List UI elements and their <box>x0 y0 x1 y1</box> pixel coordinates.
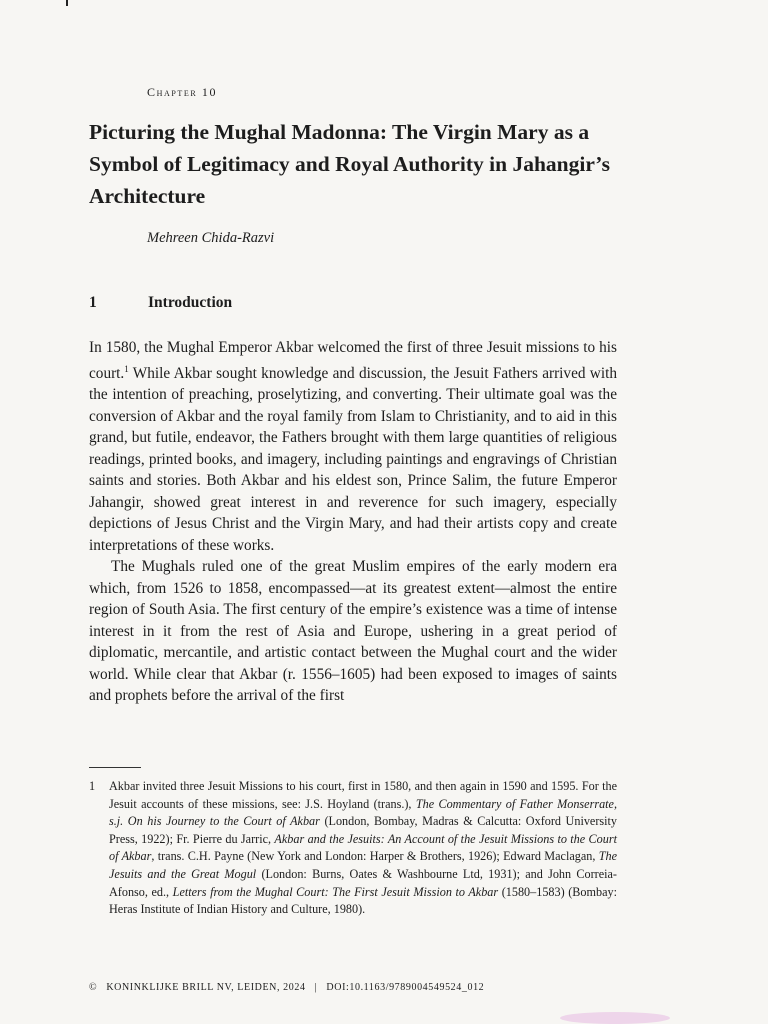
footnote-number: 1 <box>89 779 96 793</box>
footnote-segment: (London, Bombay, Madras & Calcutta: Oxford University Press, 1922); Fr. Pierre du Jarric, <box>109 814 618 846</box>
section-title: Introduction <box>148 294 233 311</box>
footnote-segment: (1580–1583) (Bombay: Heras Institute of Indian History and Culture, 1980). <box>109 884 617 917</box>
paragraph-text: While Akbar sought knowledge and discussion, the Jesuit Fathers arrived with the intention of preaching, proselytizing, and converting. Their ultimate goal was the conversion of Akbar and the royal family from Islam to Christianity, and to aid in this grand, but futile, endeavor, the Fathers brought with them large quantities of religious readings, printed books, and imagery, including paintings and engravings of Christian saints and stories. Both Akbar and his eldest son, Prince Salim, the future Emperor Jahangir, showed great interest in and reverence for such imagery, especially depictions of Jesus Christ and the Virgin Mary, and had their artists copy and create interpretations of these works. <box>89 364 617 554</box>
section-number: 1 <box>89 294 97 311</box>
chapter-label: Chapter 10 <box>147 85 218 99</box>
paragraph-text: In 1580, the Mughal Emperor Akbar welcomed the first of three Jesuit missions to his court. <box>89 339 617 382</box>
footnote-segment: , trans. C.H. Payne (New York and London: Harper & Brothers, 1926); Edward Maclagan, <box>151 849 599 864</box>
paragraph <box>89 337 617 556</box>
footnote-title: The Jesuits and the Great Mogul <box>109 849 617 881</box>
footnote-title: The Commentary of Father Monserrate, s.j. On his Journey to the Court of Akbar <box>109 796 617 829</box>
chapter-title: Picturing the Mughal Madonna: The Virgin Mary as a Symbol of Legitimacy and Royal Authority in Jahangir’s Architecture <box>89 120 611 208</box>
footnote-segment: Akbar invited three Jesuit Missions to his court, first in 1580, and then again in 1590 and 1595. For the Jesuit accounts of these missions, see: J.S. Hoyland (trans.), <box>109 779 617 811</box>
footnote-segment: (London: Burns, Oates & Washbourne Ltd, 1931); and John Correia-Afonso, ed., <box>109 866 617 899</box>
doi-text: DOI:10.1163/9789004549524_012 <box>326 982 485 993</box>
paragraph: The Mughals ruled one of the great Muslim empires of the early modern era which, from 1526 to 1858, encompassed—at its greatest extent—almost the entire region of South Asia. The first century of the empire’s existence was a time of intense interest in it from the rest of Asia and Europe, ushering in a great period of diplomatic, mercantile, and artistic contact between the Mughal court and the wider world. While clear that Akbar (r. 1556–1605) had been exposed to images of saints and prophets before the arrival of the first <box>89 558 617 705</box>
footnote-reference[interactable]: 1 <box>124 363 129 374</box>
publisher-line: KONINKLIJKE BRILL NV, LEIDEN, 2024 <box>106 982 306 993</box>
author-name: Mehreen Chida-Razvi <box>147 230 275 246</box>
footer-separator: | <box>314 982 318 993</box>
footnote-title: Akbar and the Jesuits: An Account of the Jesuit Missions to the Court of Akbar <box>109 831 617 864</box>
body-text <box>89 337 617 707</box>
page-footer <box>89 982 649 993</box>
footnote-text <box>109 778 617 919</box>
footnote <box>89 778 617 919</box>
page-stain <box>560 1012 670 1024</box>
footnote-title: Letters from the Mughal Court: The First Jesuit Mission to Akbar <box>172 884 499 899</box>
copyright-symbol: © <box>89 982 98 993</box>
page-edge-mark <box>66 0 68 6</box>
footnote-divider <box>89 767 141 768</box>
